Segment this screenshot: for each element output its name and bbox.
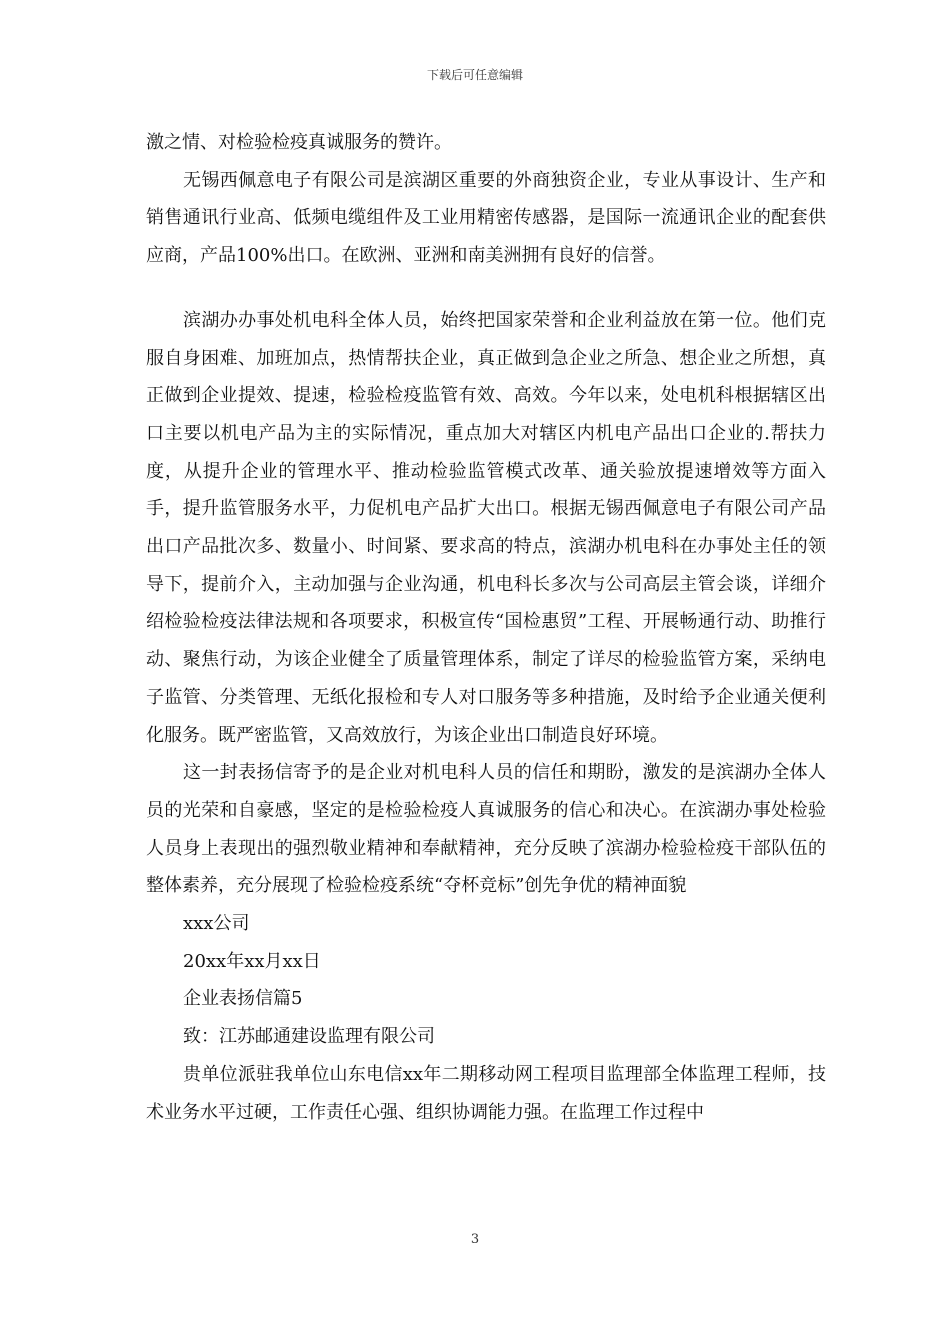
signature-date: 20xx年xx月xx日 bbox=[183, 950, 321, 972]
paragraph-letter-significance: 这一封表扬信寄予的是企业对机电科人员的信任和期盼，激发的是滨湖办全体人员的光荣和自豪感，坚定的是检验检疫人真诚服务的信心和决心。在滨湖办事处检验人员身上表现出的强烈敬业精神和奉献精神，充分反映了滨湖办检验检疫干部队伍的整体素养，充分展现了检验检疫系统“夺杯竞标”创先争优的精神面貌 bbox=[146, 762, 826, 897]
page-number: 3 bbox=[470, 1232, 480, 1247]
section-title: 企业表扬信篇5 bbox=[183, 988, 303, 1010]
paragraph-letter-body: 贵单位派驻我单位山东电信xx年二期移动网工程项目监理部全体监理工程师，技术业务水平过硬，工作责任心强、组织协调能力强。在监理工作过程中 bbox=[146, 1063, 826, 1123]
document-body bbox=[146, 124, 826, 1131]
page-header: 下载后可任意编辑 bbox=[426, 68, 523, 82]
paragraph-company-intro: 无锡西佩意电子有限公司是滨湖区重要的外商独资企业，专业从事设计、生产和销售通讯行业高、低频电缆组件及工业用精密传感器，是国际一流通讯企业的配套供应商，产品100%出口。在欧洲、亚洲和南美洲拥有良好的信誉。 bbox=[146, 169, 826, 267]
signature-company: xxx公司 bbox=[183, 913, 250, 935]
letter-salutation: 致：江苏邮通建设监理有限公司 bbox=[183, 1026, 435, 1048]
paragraph-department-work: 滨湖办办事处机电科全体人员，始终把国家荣誉和企业利益放在第一位。他们克服自身困难、加班加点，热情帮扶企业，真正做到急企业之所急、想企业之所想，真正做到企业提效、提速，检验检疫监管有效、高效。今年以来，处电机科根据辖区出口主要以机电产品为主的实际情况，重点加大对辖区内机电产品出口企业的.帮扶力度，从提升企业的管理水平、推动检验监管模式改革、通关验放提速增效等方面入手，提升监管服务水平，力促机电产品扩大出口。根据无锡西佩意电子有限公司产品出口产品批次多、数量小、时间紧、要求高的特点，滨湖办机电科在办事处主任的领导下，提前介入，主动加强与企业沟通，机电科长多次与公司高层主管会谈，详细介绍检验检疫法律法规和各项要求，积极宣传“国检惠贸”工程、开展畅通行动、助推行动、聚焦行动，为该企业健全了质量管理体系，制定了详尽的检验监管方案，采纳电子监管、分类管理、无纸化报检和专人对口服务等多种措施，及时给予企业通关便利化服务。既严密监管，又高效放行，为该企业出口制造良好环境。 bbox=[146, 309, 826, 746]
paragraph-continuation: 激之情、对检验检疫真诚服务的赞许。 bbox=[146, 132, 452, 153]
